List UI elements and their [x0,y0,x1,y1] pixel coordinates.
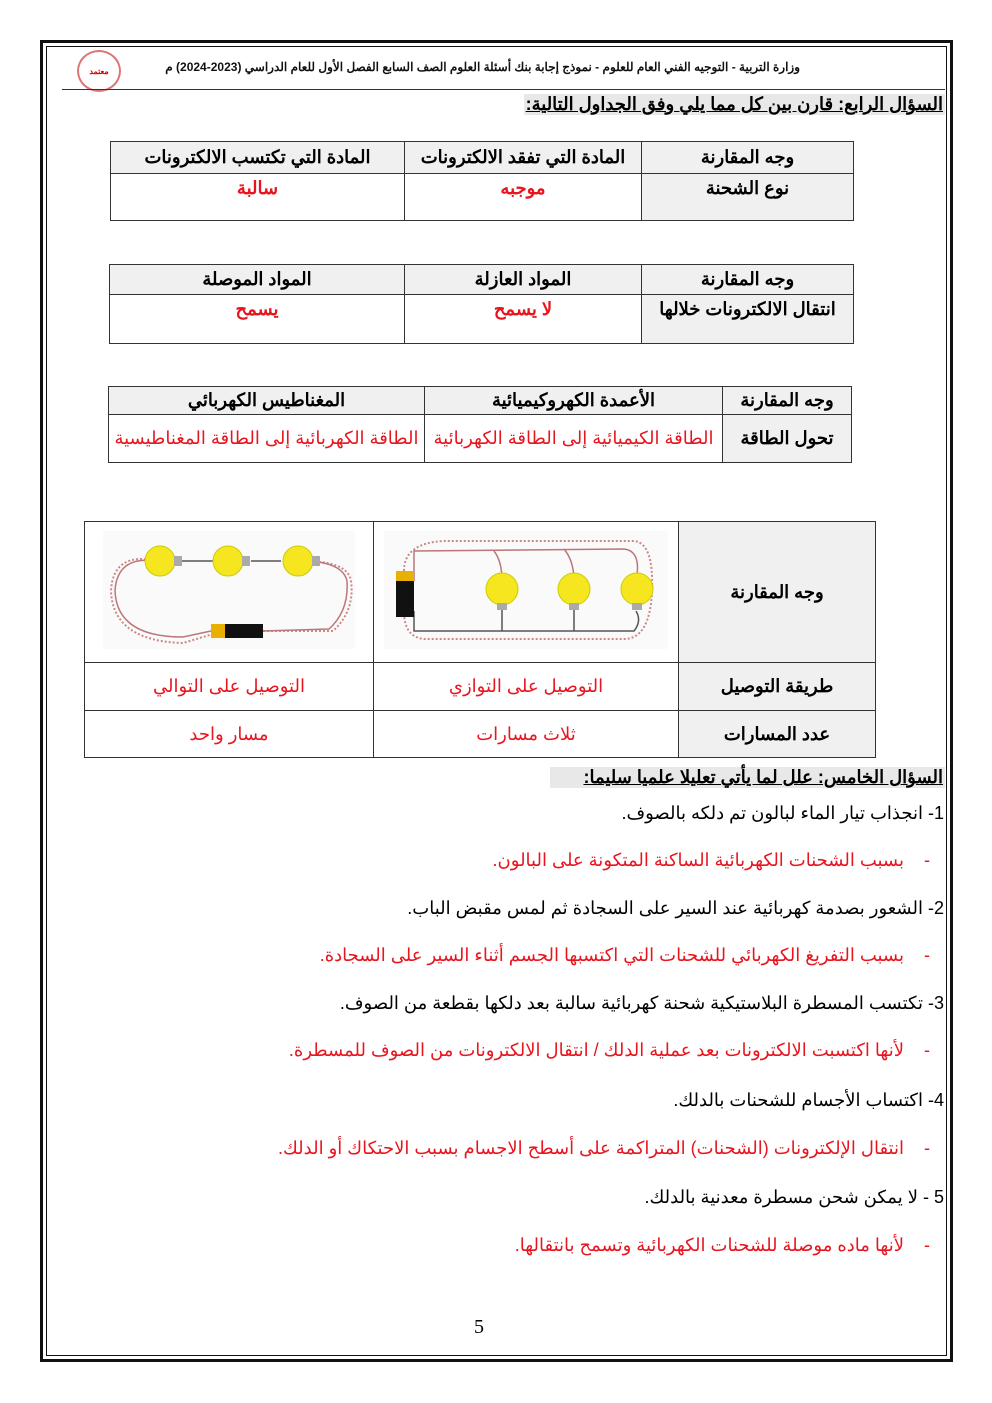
answer-cell: لا يسمح [405,295,642,344]
table-charge-type [110,141,854,221]
answer-2: - بسبب التفريغ الكهربائي للشحنات التي اكتسبها الجسم أثناء السير على السجادة. [319,945,930,965]
row-label: تحول الطاقة [723,415,852,463]
th: الأعمدة الكهروكيميائية [425,387,723,415]
answer-text: بسبب التفريغ الكهربائي للشحنات التي اكتسبها الجسم أثناء السير على السجادة. [319,945,904,965]
answer-5: - لأنها ماده موصلة للشحنات الكهربائية وتسمح بانتقالها. [514,1235,930,1255]
parallel-circuit-icon [384,531,668,649]
answer-cell: يسمح [110,295,405,344]
answer-3: - لأنها اكتسبت الالكترونات بعد عملية الدلك / انتقال الالكترونات من الصوف للمسطرة. [288,1040,930,1060]
row-label: نوع الشحنة [642,174,854,221]
question-2: 2- الشعور بصدمة كهربائية عند السير على السجادة ثم لمس مقبض الباب. [407,898,944,918]
question-5: 5 - لا يمكن شحن مسطرة معدنية بالدلك. [644,1187,944,1207]
question-3: 3- تكتسب المسطرة البلاستيكية شحنة كهربائية سالبة بعد دلكها بقطعة من الصوف. [339,993,944,1013]
page-number: 5 [474,1316,484,1338]
th: المادة التي تفقد الالكترونات [405,142,642,174]
row-label: طريقة التوصيل [679,663,876,711]
th: وجه المقارنة [679,522,876,663]
series-circuit-image [85,522,374,663]
th: وجه المقارنة [723,387,852,415]
parallel-circuit-image [374,522,679,663]
table-conductors [109,264,854,344]
answer-text: انتقال الإلكترونات (الشحنات) المتراكمة على أسطح الاجسام بسبب الاحتكاك أو الدلك. [278,1138,904,1158]
th: المواد العازلة [405,265,642,295]
answer-cell: سالبة [111,174,405,221]
answer-text: لأنها اكتسبت الالكترونات بعد عملية الدلك / انتقال الالكترونات من الصوف للمسطرة. [288,1040,904,1060]
th: وجه المقارنة [642,265,854,295]
question-4: 4- اكتساب الأجسام للشحنات بالدلك. [673,1090,944,1110]
q4-title: السؤال الرابع: قارن بين كل مما يلي وفق الجداول التالية: [525,94,943,114]
series-circuit-icon [103,531,355,649]
question-1: 1- انجذاب تيار الماء لبالون تم دلكه بالصوف. [621,803,944,823]
table-energy [108,386,852,463]
ministry-seal [77,50,121,92]
row-label: انتقال الالكترونات خلالها [642,295,854,344]
table-circuits [84,521,876,758]
answer-text: بسبب الشحنات الكهربائية الساكنة المتكونة على البالون. [492,850,904,870]
answer-cell: الطاقة الكيميائية إلى الطاقة الكهربائية [425,415,723,463]
answer-cell: التوصيل على التوازي [374,663,679,711]
answer-cell: مسار واحد [85,711,374,758]
header-divider [62,89,945,90]
th: وجه المقارنة [642,142,854,174]
answer-4: - انتقال الإلكترونات (الشحنات) المتراكمة على أسطح الاجسام بسبب الاحتكاك أو الدلك. [278,1138,930,1158]
th: المغناطيس الكهربائي [109,387,425,415]
answer-cell: موجبه [405,174,642,221]
th: المادة التي تكتسب الالكترونات [111,142,405,174]
page-header: وزارة التربية - التوجيه الفني العام للعلوم - نموذج إجابة بنك أسئلة العلوم الصف السابع الفصل الأول للعام الدراسي (2023-2024) م [165,60,800,74]
answer-cell: ثلاث مسارات [374,711,679,758]
answer-cell: الطاقة الكهربائية إلى الطاقة المغناطيسية [109,415,425,463]
answer-text: لأنها ماده موصلة للشحنات الكهربائية وتسمح بانتقالها. [514,1235,904,1255]
th: المواد الموصلة [110,265,405,295]
answer-cell: التوصيل على التوالي [85,663,374,711]
seal-text: معتمد [89,66,109,76]
row-label: عدد المسارات [679,711,876,758]
answer-1: - بسبب الشحنات الكهربائية الساكنة المتكونة على البالون. [492,850,930,870]
q5-title: السؤال الخامس: علل لما يأتي تعليلا علميا سليما: [550,767,945,788]
